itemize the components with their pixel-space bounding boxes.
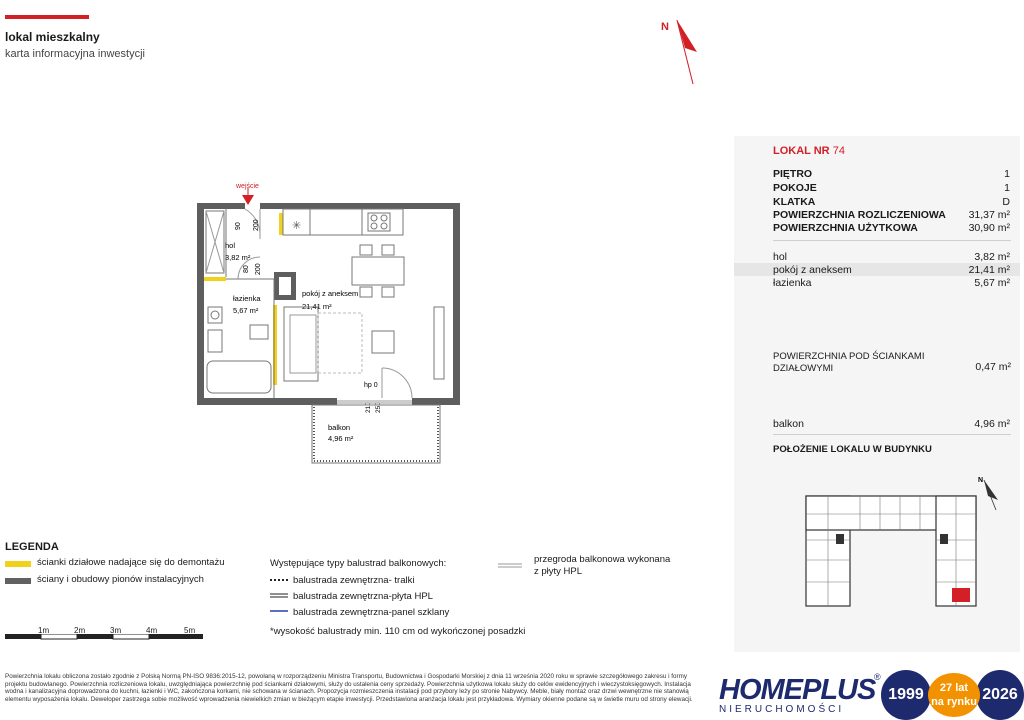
scale-bar: [5, 634, 205, 640]
legend-item-walls: ściany i obudowy pionów instalacyjnych: [37, 574, 204, 585]
anniversary-line1: 27 lat: [939, 682, 969, 694]
brand-registered-mark: ®: [874, 672, 881, 682]
balustrade-height-note: *wysokość balustrady min. 110 cm od wykończonej posadzki: [270, 626, 526, 637]
partition-area-value: 0,47 m²: [975, 361, 1011, 373]
bathroom-area: 5,67 m²: [233, 306, 259, 315]
door-width: 90: [235, 222, 242, 230]
balcony-door-label: hp 0: [364, 382, 378, 389]
scale-label-4m: 4m: [146, 626, 158, 635]
info-row-staircase: KLATKA D: [773, 196, 1010, 208]
door2-height: 200: [255, 263, 262, 275]
key-plan-north-letter: N: [978, 477, 984, 484]
legal-footnote: Powierzchnia lokalu obliczona zostało zgodnie z Polską Normą PN-ISO 9836:2015-12, powołaną w rozporządzeniu Ministra Transportu, Budownictwa i Gospodarki Morskiej z dnia 11 września 2020 roku w sprawie szczegółowego zakresu i formy projektu budowlanego. Powierzchnia rozliczeniowa lokalu, uwzględniająca powierzchnię pod ściankami działowymi, służy do ustalenia ceny sprzedaży. Powierzchnia użytkowa lokalu służy do celów ewidencyjnych i wieczystoksięgowych. Instalacja wodna i kanalizacyjna doprowadzona do kuchni, łazienki i WC, zakończona korkami, nie schowana w ścianach. Propozycja rozmieszczenia instalacji pod przybory leży po stronie Nabywcy. Meble, biały montaż oraz drzwi wewnętrzne nie stanowią elementu wyposażenia lokalu. Deweloper zastrzega sobie możliwość wprowadzenia niewielkich zmian w bieżącym etapie inwestycji. Przedstawiona aranżacja lokalu jest przykładowa. Wymiary okienne podane są w świetle muru od strony elewacji.: [5, 673, 693, 703]
scale-label-5m: 5m: [184, 626, 196, 635]
svg-text:✳: ✳: [292, 219, 302, 232]
north-arrow-icon: [655, 14, 705, 90]
info-row-rooms: POKOJE 1: [773, 182, 1010, 194]
room-row-hall: hol 3,82 m²: [773, 251, 1010, 263]
unit-number: 74: [832, 145, 845, 157]
legend-item-demountable: ścianki działowe nadające się do demontażu: [37, 557, 225, 568]
balcony-door-width: 210: [365, 402, 372, 413]
scale-label-1m: 1m: [38, 626, 50, 635]
info-row-floor: PIĘTRO 1: [773, 168, 1010, 180]
hall-area: 3,82 m²: [225, 253, 251, 262]
legend-swatch-walls: [5, 578, 31, 584]
panel-divider: [773, 240, 1011, 241]
partition-area-label: POWIERZCHNIA POD ŚCIANKAMI DZIAŁOWYMI: [773, 351, 925, 374]
room-row-bathroom: łazienka 5,67 m²: [773, 277, 1010, 289]
badge-year-end: 2026: [976, 670, 1024, 720]
anniversary-line2: na rynku: [931, 696, 977, 708]
balcony-row: balkon 4,96 m²: [773, 418, 1010, 430]
legend-swatch-demountable: [5, 561, 31, 567]
partition-note: przegroda balkonowa wykonana z płyty HPL: [534, 554, 671, 577]
balustrade-hpl: balustrada zewnętrzna-płyta HPL: [293, 591, 433, 602]
document-subtitle: karta informacyjna inwestycji: [5, 48, 145, 60]
balcony-label: balkon: [328, 423, 351, 432]
badge-year-start: 1999: [881, 670, 931, 720]
document-title: lokal mieszkalny: [5, 30, 100, 44]
room-area: 21,41 m²: [302, 302, 332, 311]
building-key-plan: [800, 470, 1015, 620]
entrance-label: wejście: [236, 183, 259, 190]
legend-title: LEGENDA: [5, 541, 59, 553]
brand-logo: HOMEPLUS: [719, 674, 876, 706]
floor-plan: [190, 175, 470, 470]
scale-label-3m: 3m: [110, 626, 122, 635]
balustrade-symbols: [270, 574, 290, 618]
partition-symbol: [498, 562, 524, 570]
scale-label-2m: 2m: [74, 626, 86, 635]
panel-divider-2: [773, 434, 1011, 435]
door-height: 200: [253, 219, 260, 231]
bathroom-label: łazienka: [233, 294, 261, 303]
room-label: pokój z aneksem: [302, 289, 359, 298]
badge-anniversary: [928, 673, 980, 717]
balustrade-balusters: balustrada zewnętrzna- tralki: [293, 575, 415, 586]
unit-title: [773, 145, 845, 157]
unit-title-label: LOKAL NR: [773, 145, 830, 157]
room-row-living: pokój z aneksem 21,41 m²: [773, 264, 1010, 276]
brand-tagline: NIERUCHOMOŚCI: [719, 704, 845, 715]
hall-label: hol: [225, 241, 236, 250]
balustrade-title: Występujące typy balustrad balkonowych:: [270, 558, 447, 569]
header-accent-rule: [5, 15, 89, 19]
info-row-usable-area: POWIERZCHNIA UŻYTKOWA 30,90 m²: [773, 222, 1010, 234]
info-row-settlement-area: POWIERZCHNIA ROZLICZENIOWA 31,37 m²: [773, 209, 1010, 221]
north-letter: N: [661, 21, 669, 33]
location-title: POŁOŻENIE LOKALU W BUDYNKU: [773, 444, 932, 455]
door2-width: 80: [243, 265, 250, 273]
balustrade-glass: balustrada zewnętrzna-panel szklany: [293, 607, 450, 618]
balcony-door-height: 250: [375, 402, 382, 413]
balcony-area: 4,96 m²: [328, 434, 354, 443]
